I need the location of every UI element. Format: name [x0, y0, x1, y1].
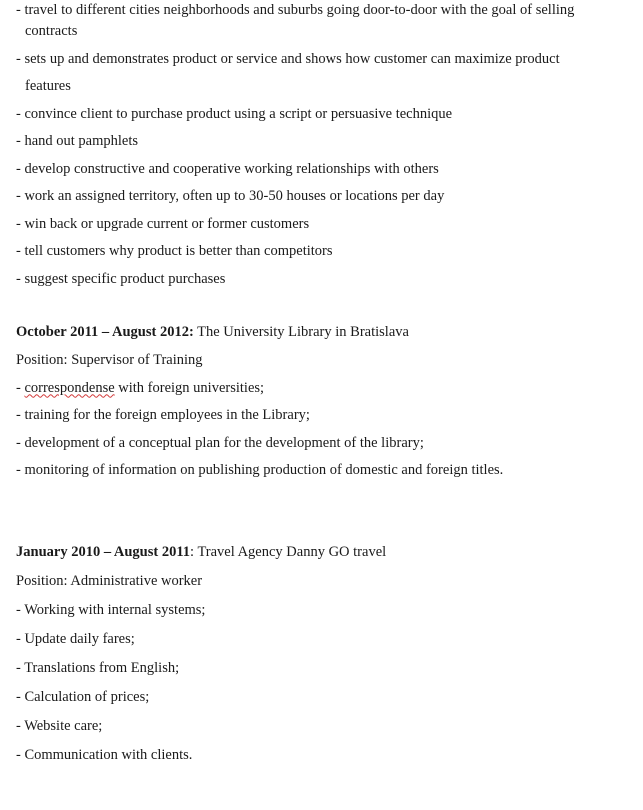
job-employer: The University Library in Bratislava	[193, 324, 409, 340]
job-dates: January 2010 – August 2011	[16, 543, 191, 560]
list-item: - Calculation of prices;	[16, 688, 150, 705]
list-item: - hand out pamphlets	[16, 133, 139, 149]
job-library	[16, 322, 638, 488]
list-item: - convince client to purchase product using a script or persuasive technique	[16, 105, 453, 122]
list-item: - tell customers why product is better than competitors	[16, 243, 333, 259]
job-heading	[16, 322, 638, 350]
bullet-rest: with foreign universities;	[114, 379, 265, 396]
sales-duties-list	[16, 0, 638, 296]
job-dates: October 2011 – August 2012:	[16, 324, 194, 340]
list-item: - suggest specific product purchases	[16, 270, 226, 287]
list-item: - Update daily fares;	[16, 630, 135, 647]
list-item: - Communication with clients.	[16, 746, 193, 763]
list-item: - win back or upgrade current or former customers	[16, 215, 310, 232]
list-item: - Working with internal systems;	[16, 601, 206, 618]
list-item: - monitoring of information on publishing production of domestic and foreign titles.	[16, 462, 504, 478]
list-item: - develop constructive and cooperative working relationships with others	[16, 160, 439, 177]
list-item: - development of a conceptual plan for the development of the library;	[16, 434, 424, 451]
document-page	[16, 0, 638, 774]
job-employer: : Travel Agency Danny GO travel	[190, 543, 387, 560]
list-item: - Translations from English;	[16, 659, 180, 676]
job-travel-agency	[16, 542, 638, 774]
list-item: - work an assigned territory, often up to 30-50 houses or locations per day	[16, 188, 445, 204]
spacer	[16, 488, 638, 542]
bullet-prefix: -	[16, 379, 25, 396]
list-item-continuation: contracts	[25, 23, 78, 39]
list-item-continuation: features	[25, 78, 71, 94]
list-item	[16, 378, 638, 406]
list-item: - training for the foreign employees in the Library;	[16, 407, 310, 423]
list-item: - sets up and demonstrates product or service and shows how customer can maximize product	[16, 50, 560, 67]
job-position: Position: Administrative worker	[16, 572, 203, 589]
spacer	[16, 296, 638, 322]
list-item: - travel to different cities neighborhoods and suburbs going door-to-door with the goal of selling	[16, 2, 575, 18]
list-item: - Website care;	[16, 717, 103, 734]
misspelled-word[interactable]: correspondense	[24, 379, 115, 396]
job-heading	[16, 542, 638, 571]
job-position: Position: Supervisor of Training	[16, 352, 203, 368]
